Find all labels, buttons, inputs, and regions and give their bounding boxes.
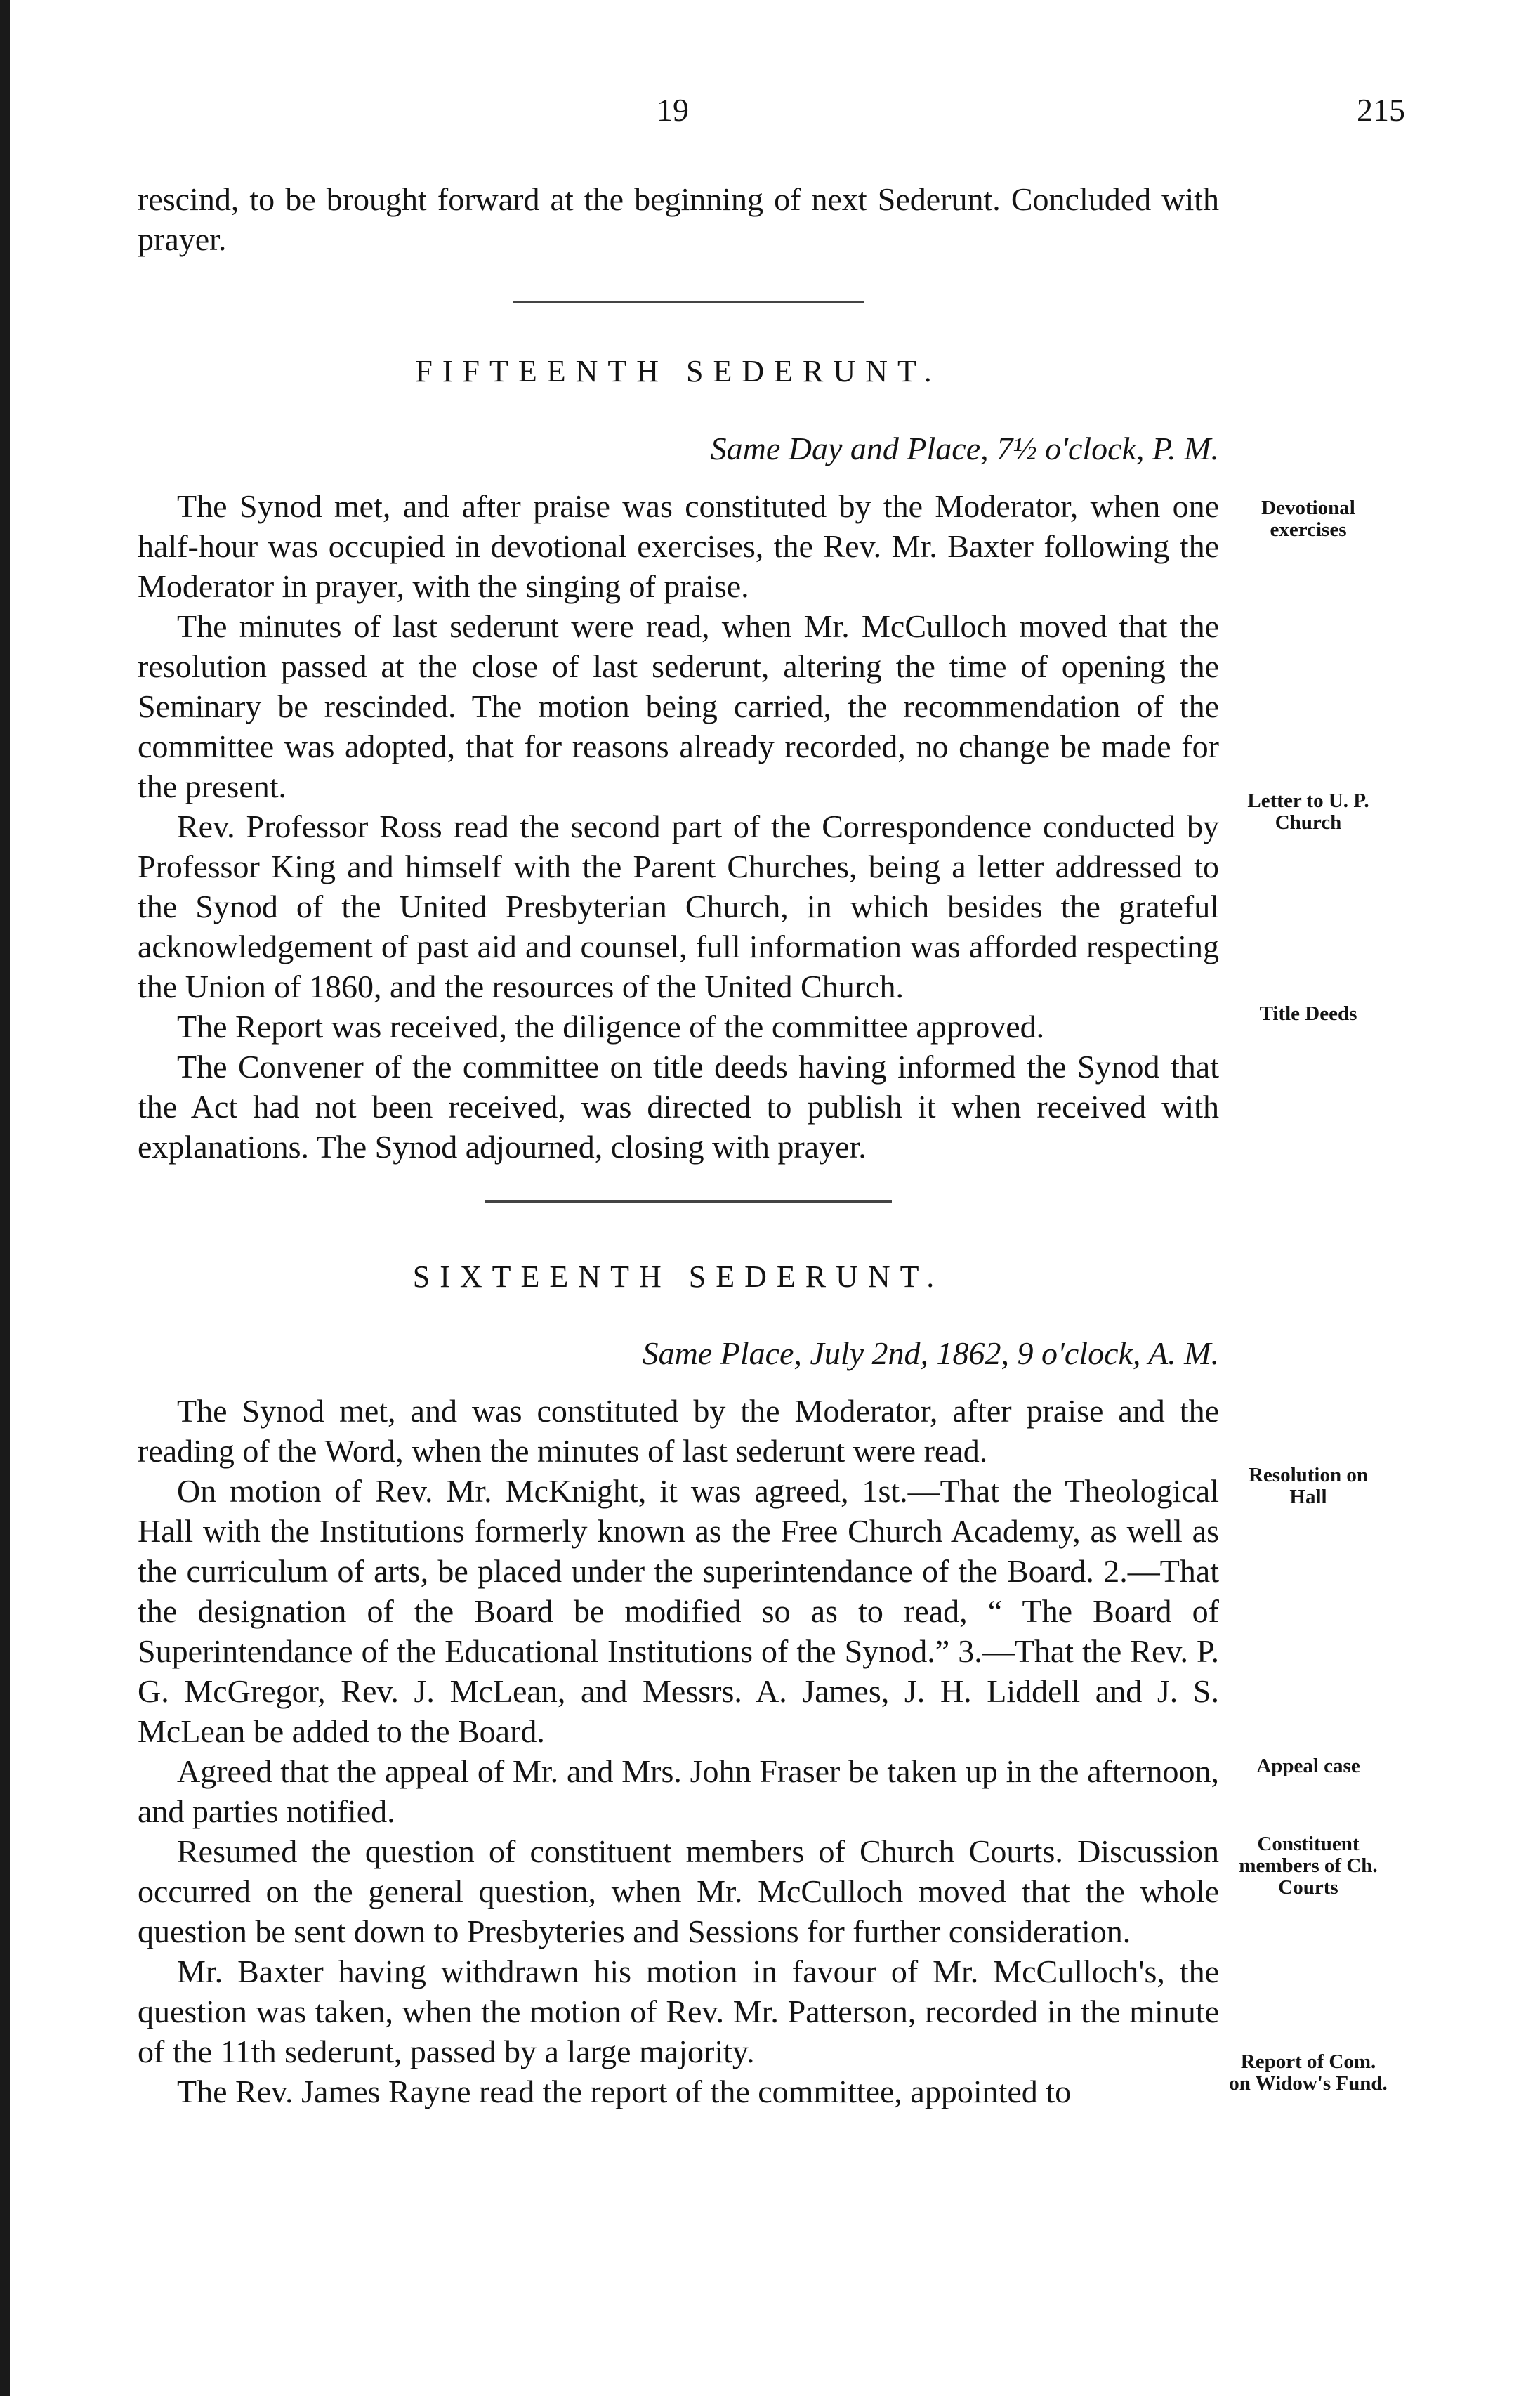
section-rule [513,301,864,303]
paragraph: Mr. Baxter having withdrawn his motion in favour of Mr. McCulloch's, the question was taken, when the motion of Rev. Mr. Patterson, recorded in the minute of the 11th sederunt, passed by a large majority. [138,1953,1219,2069]
dateline-sixteenth: Same Place, July 2nd, 1862, 9 o'clock, A. M. [642,1335,1219,1371]
global-page-number: 215 [1357,92,1405,128]
margin-note-devotional: Devotional exercises [1261,497,1355,541]
paragraph: Agreed that the appeal of Mr. and Mrs. John Fraser be taken up in the afternoon, and parties notified. [138,1753,1219,1829]
paragraph: Resumed the question of constituent members of Church Courts. Discussion occurred on the general question, when Mr. McCulloch moved that the whole question be sent down to Presbyteries and Sessions for further consideration. [138,1833,1219,1949]
local-page-number: 19 [657,92,689,128]
margin-note-resolution: Resolution on Hall [1248,1464,1368,1508]
paragraph: The Synod met, and after praise was constituted by the Moderator, when one half-hour was occupied in devotional exercises, the Rev. Mr. Baxter following the Moderator in prayer, with the singing of praise. [138,488,1219,604]
section-title-sixteenth: SIXTEENTH SEDERUNT. [412,1259,945,1294]
paragraph: The minutes of last sederunt were read, when Mr. McCulloch moved that the resolution passed at the close of last sederunt, altering the time of opening the Seminary be rescinded. The motion being carried, the recommendation of the committee was adopted, that for reasons already recorded, no change be made for the present. [138,608,1219,804]
paragraph: Rev. Professor Ross read the second part of the Correspondence conducted by Professor King and himself with the Parent Churches, being a letter addressed to the Synod of the United Presbyterian Church, in which besides the grateful acknowledgement of past aid and counsel, full information was afforded respecting the Union of 1860, and the resources of the United Church. [138,809,1219,1004]
paragraph: The Convener of the committee on title deeds having informed the Synod that the Act had not been received, was directed to publish it when received with explanations. The Synod adjourned, closing with prayer. [138,1049,1219,1165]
page-edge [0,0,10,2396]
paragraph: rescind, to be brought forward at the beginning of next Sederunt. Concluded with prayer. [138,181,1219,257]
fifteenth-sederunt-body [138,486,1219,1167]
margin-note-appeal: Appeal case [1256,1755,1360,1777]
paragraph: The Synod met, and was constituted by the Moderator, after praise and the reading of the Word, when the minutes of last sederunt were read. [138,1393,1219,1469]
paragraph: On motion of Rev. Mr. McKnight, it was agreed, 1st.—That the Theological Hall with the Institutions formerly known as the Free Church Academy, as well as the curriculum of arts, be placed under the superintendance of the Board. 2.—That the designation of the Board be modified so as to read, “ The Board of Superintendance of the Educational Institutions of the Synod.” 3.—That the Rev. P. G. McGregor, Rev. J. McLean, and Messrs. A. James, J. H. Liddell and J. S. McLean be added to the Board. [138,1473,1219,1749]
dateline-fifteenth: Same Day and Place, 7½ o'clock, P. M. [710,431,1219,466]
paragraph: The Report was received, the diligence of the committee approved. [177,1009,1045,1045]
section-rule [485,1200,892,1203]
sixteenth-sederunt-body [138,1391,1219,2112]
margin-note-report: Report of Com. on Widow's Fund. [1229,2050,1388,2095]
margin-note-constituent: Constituent members of Ch. Courts [1239,1833,1378,1899]
paragraph: The Rev. James Rayne read the report of the committee, appointed to [177,2074,1072,2109]
continued-paragraph [138,179,1219,259]
margin-note-title-deeds: Title Deeds [1259,1002,1357,1025]
section-title-fifteenth: FIFTEENTH SEDERUNT. [415,354,942,388]
margin-note-letter: Letter to U. P. Church [1247,790,1369,834]
